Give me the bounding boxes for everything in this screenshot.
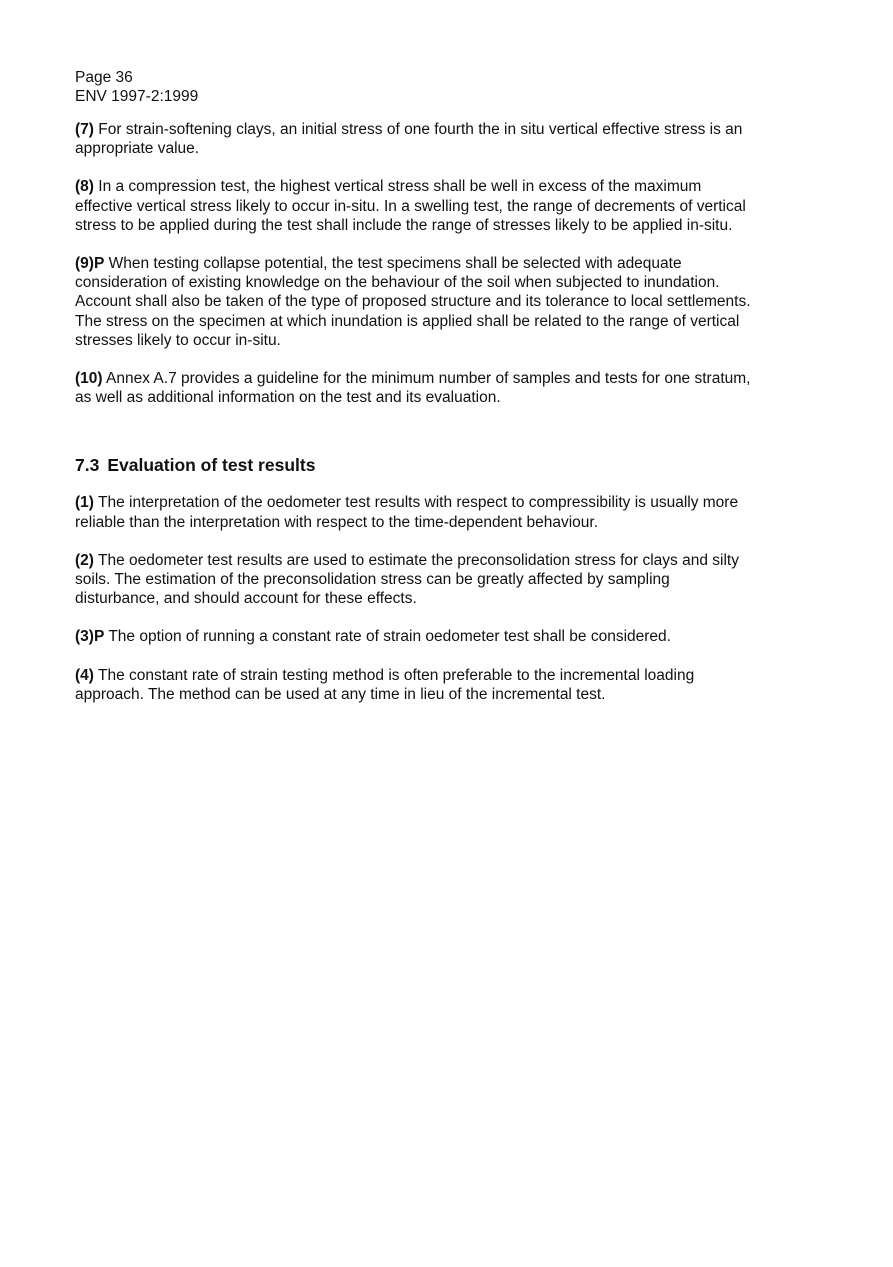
section-number: 7.3 <box>75 455 100 476</box>
clause-paragraph <box>75 551 755 609</box>
clause-paragraph <box>75 666 755 704</box>
clause-text: The constant rate of strain testing method is often preferable to the incremental loading approach. The method can be used at any time in lieu of the incremental test. <box>75 666 695 703</box>
clause-paragraph <box>75 493 755 531</box>
clause-text: The option of running a constant rate of strain oedometer test shall be considered. <box>108 628 671 646</box>
clause-text: Annex A.7 provides a guideline for the minimum number of samples and tests for one stratum, as well as additional information on the test and its evaluation. <box>75 370 751 407</box>
clause-text: In a compression test, the highest vertical stress shall be well in excess of the maximum effective vertical stress likely to occur in-situ. In a swelling test, the range of decrements of vertical stress to be applied during the test shall include the range of stresses likely to be applied in-situ. <box>75 178 746 234</box>
page-label: Page 36 <box>75 69 133 86</box>
clause-paragraph <box>75 254 755 350</box>
clause-paragraph <box>75 369 755 407</box>
clause-number: (7) <box>75 121 94 138</box>
section-heading <box>75 455 755 476</box>
clause-text: The interpretation of the oedometer test results with respect to compressibility is usually more reliable than the interpretation with respect to the time-dependent behaviour. <box>75 494 739 531</box>
clause-paragraph <box>75 627 755 646</box>
clause-number: (1) <box>75 494 94 512</box>
clause-text: When testing collapse potential, the test specimens shall be selected with adequate consideration of existing knowledge on the behaviour of the soil when subjected to inundation. Account shall also be taken of the type of proposed structure and its tolerance to local settlements. The stress on the specimen at which inundation is applied shall be related to the range of vertical stresses likely to occur in-situ. <box>75 255 751 349</box>
page-content <box>75 120 755 723</box>
clause-number: (2) <box>75 551 94 569</box>
page-header <box>75 68 198 106</box>
section-title: Evaluation of test results <box>107 455 316 476</box>
clause-number: (10) <box>75 370 103 388</box>
clause-number: (3)P <box>75 628 105 646</box>
document-id: ENV 1997-2:1999 <box>75 88 199 105</box>
clause-paragraph <box>75 120 755 158</box>
clause-number: (9)P <box>75 255 105 273</box>
clause-text: The oedometer test results are used to estimate the preconsolidation stress for clays and silty soils. The estimation of the preconsolidation stress can be greatly affected by sampling disturbance, and should account for these effects. <box>75 551 739 608</box>
clause-paragraph <box>75 177 755 235</box>
clause-number: (8) <box>75 178 94 196</box>
clause-number: (4) <box>75 666 94 684</box>
clause-text: For strain-softening clays, an initial stress of one fourth the in situ vertical effective stress is an appropriate value. <box>75 121 743 158</box>
